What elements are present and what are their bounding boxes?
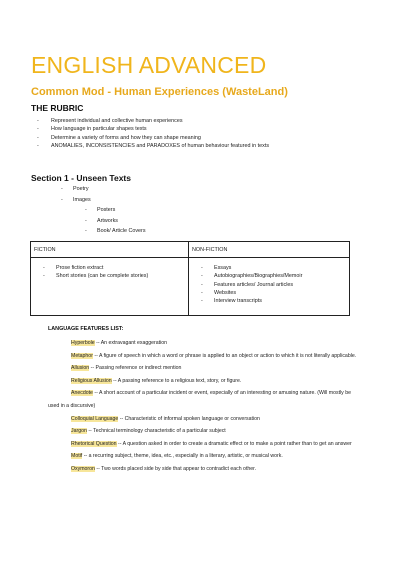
language-features-list <box>48 337 358 476</box>
document-title: ENGLISH ADVANCED <box>31 52 267 78</box>
list-item: - How language in particular shapes texts <box>37 126 147 133</box>
feature-definition: -- A question asked in order to create a dramatic effect or to make a point rather than to get an answer <box>116 440 352 447</box>
feature-entry <box>48 337 358 350</box>
nonfiction-header: NON-FICTION <box>189 242 350 258</box>
feature-term: Allusion <box>71 365 90 372</box>
feature-definition: -- Two words placed side by side that appear to contradict each other. <box>94 465 257 472</box>
feature-definition: -- An extravagant exaggeration <box>94 340 168 346</box>
feature-definition: -- a recurring subject, theme, idea, etc., especially in a literary, artistic, or musical work. <box>82 453 283 460</box>
feature-entry <box>48 387 358 412</box>
feature-term: Colloquial Language <box>71 415 119 422</box>
feature-entry <box>48 413 358 426</box>
list-item: - Book/ Article Covers <box>85 228 146 234</box>
rubric-heading: THE RUBRIC <box>31 103 84 113</box>
list-item: - Prose fiction extract <box>43 265 104 271</box>
list-item: - Short stories (can be complete stories) <box>43 273 149 280</box>
feature-term: Motif <box>71 453 83 460</box>
list-item: - Interview transcripts <box>201 298 262 305</box>
feature-entry <box>48 362 358 375</box>
feature-entry <box>48 450 358 463</box>
feature-entry <box>48 463 358 476</box>
feature-definition: -- Passing reference or indirect mention <box>89 365 182 372</box>
feature-term: Rhetorical Question <box>71 440 117 447</box>
section1-list <box>61 184 91 205</box>
list-item: - Posters <box>85 207 116 213</box>
feature-definition: -- A short account of a particular incident or event, especially of an interesting or amusing nature. (Will mostly be used in a discursive) <box>48 390 351 409</box>
section1-heading: Section 1 - Unseen Texts <box>31 173 131 183</box>
language-features-heading: LANGUAGE FEATURES LIST: <box>48 326 124 332</box>
feature-definition: -- Technical terminology characteristic of a particular subject <box>86 428 226 435</box>
list-item: - Websites <box>201 289 237 296</box>
feature-entry <box>48 375 358 388</box>
feature-definition: -- Characteristic of informal spoken language or conversation <box>118 415 260 422</box>
list-item: - Represent individual and collective human experiences <box>37 118 183 124</box>
list-item: - Images <box>61 196 91 203</box>
feature-term: Metaphor <box>71 352 93 359</box>
feature-entry <box>48 350 358 363</box>
list-item: - Essays <box>201 265 232 271</box>
fiction-header: FICTION <box>31 242 189 258</box>
list-item: - Poetry <box>61 186 89 192</box>
feature-term: Religious Allusion <box>71 377 112 384</box>
list-item: - Determine a variety of forms and how they can shape meaning <box>37 134 201 141</box>
list-item: - Artworks <box>85 217 118 224</box>
feature-definition: -- A figure of speech in which a word or phrase is applied to an object or action to which it is not literally applicable. <box>92 352 357 359</box>
nonfiction-cell <box>189 258 350 316</box>
feature-entry <box>48 425 358 438</box>
section1-sublist <box>85 205 146 237</box>
list-item: - Features articles/ Journal articles <box>201 281 294 288</box>
feature-definition: -- A passing reference to a religious text, story, or figure. <box>111 377 242 384</box>
text-types-table <box>30 241 350 316</box>
module-subtitle: Common Mod - Human Experiences (WasteLand) <box>31 86 288 98</box>
feature-term: Hyperbole <box>71 340 95 346</box>
feature-entry <box>48 438 358 451</box>
list-item: - ANOMALIES, INCONSISTENCIES and PARADOXES of human behaviour featured in texts <box>37 142 270 149</box>
rubric-list <box>37 117 269 150</box>
list-item: - Autobiographies/Biographies/Memoir <box>201 273 303 280</box>
fiction-cell <box>31 258 189 316</box>
feature-term: Anecdote <box>71 390 93 397</box>
feature-term: Jargon <box>71 428 87 435</box>
feature-term: Oxymoron <box>71 465 95 472</box>
